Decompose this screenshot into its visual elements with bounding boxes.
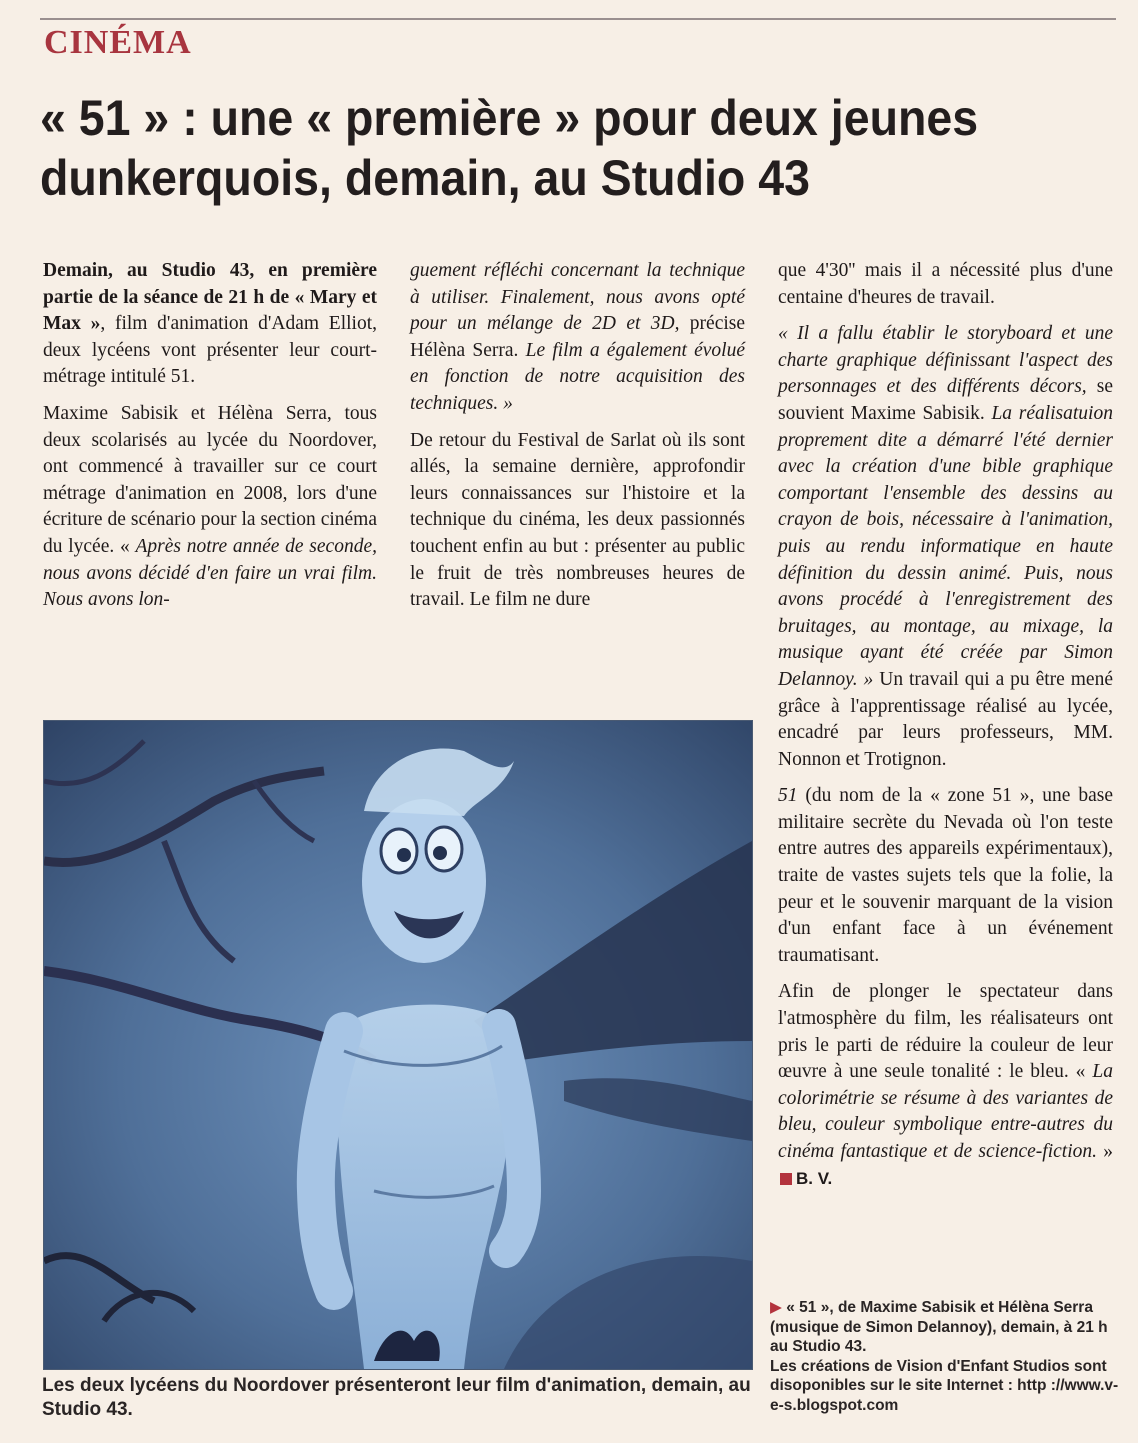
paragraph-text: Afin de plonger le spectateur dans l'atmosphère du film, les réalisateurs ont pris le parti de réduire la couleur de leur œuvre à une seule tonalité : le bleu. « <box>778 981 1113 1083</box>
paragraph <box>43 401 377 614</box>
paragraph-text: Maxime Sabisik et Hélèna Serra, tous deux scolarisés au lycée du Noordover, ont commencé à travailler sur ce court métrage d'animation en 2008, lors d'une écriture de scénario pour la section cinéma du lycée. « <box>43 402 377 557</box>
signature-square-icon <box>780 1173 792 1185</box>
paragraph-text: » <box>1097 1141 1113 1162</box>
top-rule <box>40 18 1116 20</box>
photo-caption: Les deux lycéens du Noordover présenteront leur film d'animation, demain, au Studio 43. <box>42 1375 751 1420</box>
paragraph: De retour du Festival de Sarlat où ils sont allés, la semaine dernière, approfondir leurs connaissances sur l'histoire et la technique du cinéma, les deux passionnés touchent enfin au but : présenter au public le fruit de très nombreuses heures de travail. Le film ne dure <box>410 429 745 611</box>
screening-info <box>770 1298 1125 1357</box>
paragraph-text: se souvient Maxime Sabisik. <box>778 376 1113 424</box>
website-info: Les créations de Vision d'Enfant Studios sont disoponibles sur le site Internet : http ://www.v-e-s.blogspot.com <box>770 1357 1119 1414</box>
paragraph <box>778 979 1113 1192</box>
article-photo <box>43 720 753 1370</box>
quote-text: La réalisatuion proprement dite a démarré l'été dernier avec la création d'une bible graphique comportant l'ensemble des dessins au crayon de bois, nécessaire à l'animation, puis au rendu informatique en haute définition du dessin animé. Puis, nous avons procédé à l'enregistrement des bruitages, au montage, au mixage, la musique ayant été créée par Simon Delannoy. » <box>778 402 1113 690</box>
lead-text: Demain, au Studio 43, en première partie de la séance de 21 h de « Mary et Max » <box>43 260 377 335</box>
paragraph <box>778 321 1113 773</box>
article-column-2 <box>410 258 745 624</box>
lead-tail: , film d'animation d'Adam Elliot, deux lycéens vont présenter leur court-métrage intitulé 51. <box>43 313 377 388</box>
quote-text: Après notre année de seconde, nous avons décidé d'en faire un vrai film. Nous avons lon- <box>43 535 377 611</box>
headline: « 51 » : une « première » pour deux jeunes dunkerquois, demain, au Studio 43 <box>40 90 979 206</box>
info-box <box>770 1298 1125 1416</box>
title-text: 51 <box>778 785 798 807</box>
paragraph-text: (du nom de la « zone 51 », une base militaire secrète du Nevada où l'on teste entre autres des appareils expérimentaux), traite de vastes sujets tels que la folie, la peur et le souvenir marquant de la vision d'un enfant face à un événement traumatisant. <box>778 785 1113 966</box>
paragraph-text: précise Hélèna Serra. <box>410 313 746 361</box>
quote-text: guement réfléchi concernant la technique à utiliser. Finalement, nous avons opté pour un mélange de 2D et 3D, <box>410 260 745 335</box>
article-column-1 <box>43 258 377 624</box>
lead-paragraph <box>43 258 377 391</box>
quote-text: « Il a fallu établir le storyboard et une charte graphique définissant l'aspect des personnages et des différents décors, <box>778 323 1113 398</box>
article-column-3 <box>778 258 1113 1202</box>
quote-text: La colorimétrie se résume à des variantes de bleu, couleur symbolique entre-autres du cinéma fantastique et de science-fiction. <box>778 1061 1113 1162</box>
triangle-arrow-icon: ▶ <box>770 1299 787 1316</box>
animated-character-illustration <box>44 721 752 1369</box>
section-rubric: CINÉMA <box>44 24 192 61</box>
paragraph <box>410 258 745 418</box>
author-signature: B. V. <box>796 1168 833 1188</box>
paragraph <box>778 783 1113 969</box>
paragraph: que 4'30'' mais il a nécessité plus d'une centaine d'heures de travail. <box>778 260 1113 308</box>
paragraph-text: Un travail qui a pu être mené grâce à l'apprentissage réalisé au lycée, encadré par leurs professeurs, MM. Nonnon et Trotignon. <box>778 668 1113 770</box>
screening-text: « 51 », de Maxime Sabisik et Hélèna Serra (musique de Simon Delannoy), demain, à 21 h au Studio 43. <box>770 1299 1108 1356</box>
quote-text: Le film a également évolué en fonction de notre acquisition des techniques. » <box>410 339 745 414</box>
